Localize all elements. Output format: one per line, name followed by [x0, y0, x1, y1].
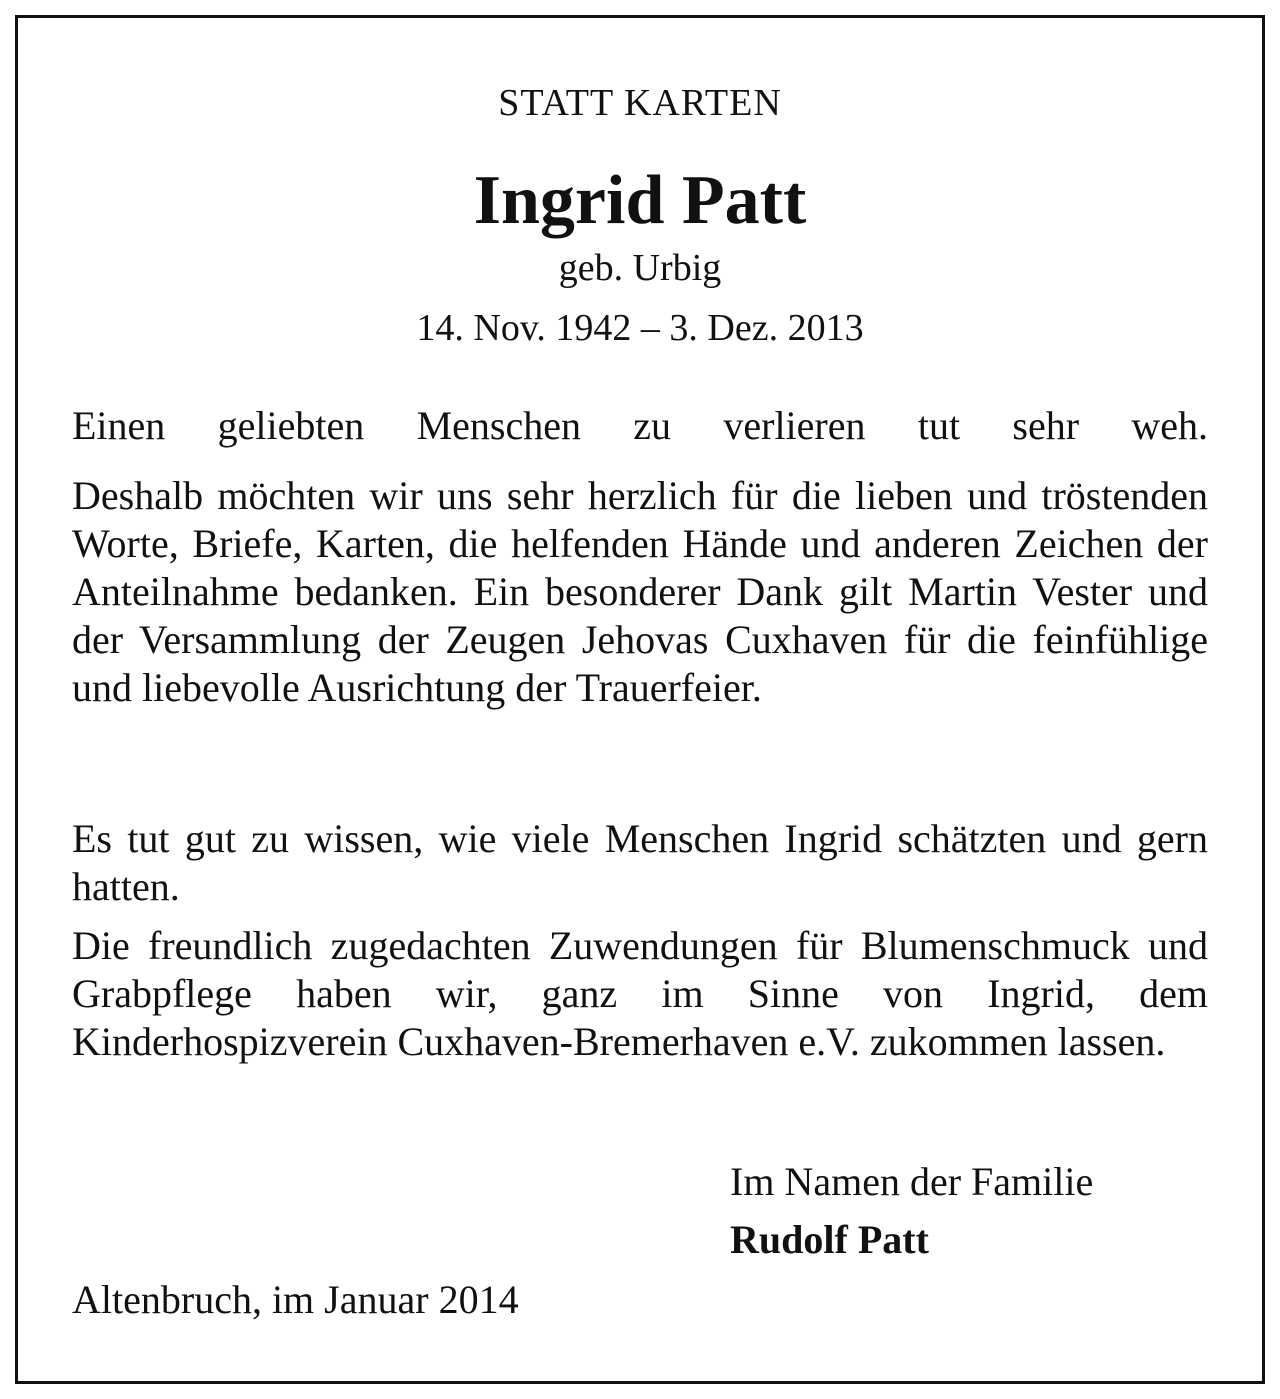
paragraph-appreciation: Es tut gut zu wissen, wie viele Menschen Ingrid schätzten und gern hatten. [72, 816, 1208, 909]
paragraph-donations: Die freundlich zugedachten Zuwendungen für Blumenschmuck und Grabpflege haben wir, ganz im Sinne von Ingrid, dem Kinderhospizverein Cuxhaven-Bremerhaven e.V. zukommen lassen. [72, 923, 1208, 1064]
paragraph-opening: Einen geliebten Menschen zu verlieren tut sehr weh. [72, 403, 1208, 448]
maiden-name: geb. Urbig [558, 247, 722, 289]
signature-intro: Im Namen der Familie [730, 1159, 1094, 1204]
life-dates: 14. Nov. 1942 – 3. Dez. 2013 [416, 307, 864, 349]
signature-name: Rudolf Patt [730, 1217, 929, 1262]
place-date: Altenbruch, im Januar 2014 [72, 1277, 519, 1322]
notice-header: STATT KARTEN [498, 82, 782, 124]
paragraph-thanks: Deshalb möchten wir uns sehr herzlich für die lieben und tröstenden Worte, Briefe, Karten, die helfenden Hände und anderen Zeichen der Anteilnahme bedanken. Ein besonderer Dank gilt Martin Vester und der Versammlung der Zeugen Jehovas Cuxhaven für die feinfühlige und liebevolle Ausrichtung der Trauerfeier. [72, 473, 1208, 710]
deceased-name: Ingrid Patt [473, 162, 807, 239]
